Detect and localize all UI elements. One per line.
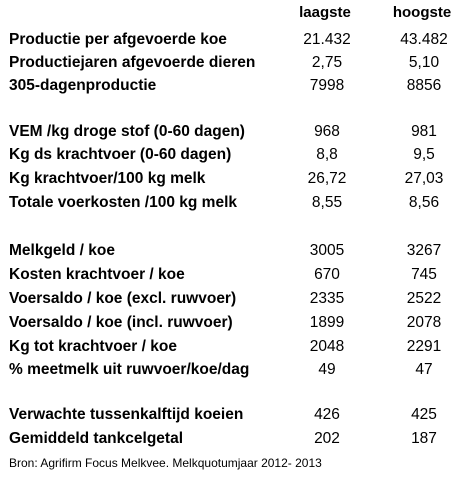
table-row	[0, 240, 470, 262]
table-row	[0, 75, 470, 97]
column-header-lowest: laagste	[299, 4, 351, 21]
row-label: Gemiddeld tankcelgetal	[9, 430, 183, 447]
value-lowest: 8,8	[316, 146, 338, 163]
table-row	[0, 264, 470, 286]
value-lowest: 670	[314, 266, 340, 283]
row-label: Kg ds krachtvoer (0-60 dagen)	[9, 146, 232, 163]
source-note: Bron: Agrifirm Focus Melkvee. Melkquotumjaar 2012- 2013	[9, 456, 322, 470]
row-label: Melkgeld / koe	[9, 242, 115, 259]
value-lowest: 968	[314, 123, 340, 140]
row-label: Kg krachtvoer/100 kg melk	[9, 170, 206, 187]
table-row	[0, 404, 470, 426]
value-lowest: 3005	[309, 242, 345, 259]
value-highest: 8,56	[408, 194, 440, 211]
row-label: Totale voerkosten /100 kg melk	[9, 194, 238, 211]
value-lowest: 21.432	[303, 31, 351, 48]
value-lowest: 7998	[309, 77, 345, 94]
value-lowest: 2335	[309, 290, 345, 307]
value-highest: 745	[411, 266, 437, 283]
value-lowest: 202	[314, 430, 340, 447]
value-lowest: 426	[314, 406, 340, 423]
value-highest: 425	[411, 406, 437, 423]
value-highest: 2291	[406, 338, 442, 355]
table-row	[0, 288, 470, 310]
value-highest: 43.482	[400, 31, 448, 48]
value-highest: 2078	[406, 314, 442, 331]
value-highest: 981	[411, 123, 437, 140]
table-row	[0, 359, 470, 381]
value-highest: 9,5	[413, 146, 435, 163]
row-label: % meetmelk uit ruwvoer/koe/dag	[9, 361, 250, 378]
table-row	[0, 144, 470, 166]
row-label: VEM /kg droge stof (0-60 dagen)	[9, 123, 245, 140]
value-lowest: 8,55	[311, 194, 343, 211]
row-label: Verwachte tussenkalftijd koeien	[9, 406, 244, 423]
value-highest: 27,03	[404, 170, 444, 187]
value-lowest: 1899	[309, 314, 345, 331]
row-label: Productie per afgevoerde koe	[9, 31, 227, 48]
row-label: Voersaldo / koe (excl. ruwvoer)	[9, 290, 237, 307]
row-label: Voersaldo / koe (incl. ruwvoer)	[9, 314, 233, 331]
value-highest: 8856	[406, 77, 442, 94]
row-label: Kosten krachtvoer / koe	[9, 266, 185, 283]
value-highest: 5,10	[408, 54, 440, 71]
value-highest: 3267	[406, 242, 442, 259]
table-row	[0, 29, 470, 51]
value-highest: 47	[415, 361, 433, 378]
table-header	[0, 4, 470, 24]
table-row	[0, 121, 470, 143]
table-row	[0, 168, 470, 190]
value-lowest: 2048	[309, 338, 345, 355]
table-row	[0, 312, 470, 334]
value-highest: 2522	[406, 290, 442, 307]
row-label: Kg tot krachtvoer / koe	[9, 338, 177, 355]
value-lowest: 26,72	[307, 170, 347, 187]
column-header-highest: hoogste	[392, 4, 452, 21]
value-highest: 187	[411, 430, 437, 447]
value-lowest: 2,75	[311, 54, 343, 71]
table-row	[0, 192, 470, 214]
table-row	[0, 428, 470, 450]
table-row	[0, 52, 470, 74]
row-label: 305-dagenproductie	[9, 77, 157, 94]
value-lowest: 49	[318, 361, 336, 378]
table-row	[0, 336, 470, 358]
row-label: Productiejaren afgevoerde dieren	[9, 54, 256, 71]
